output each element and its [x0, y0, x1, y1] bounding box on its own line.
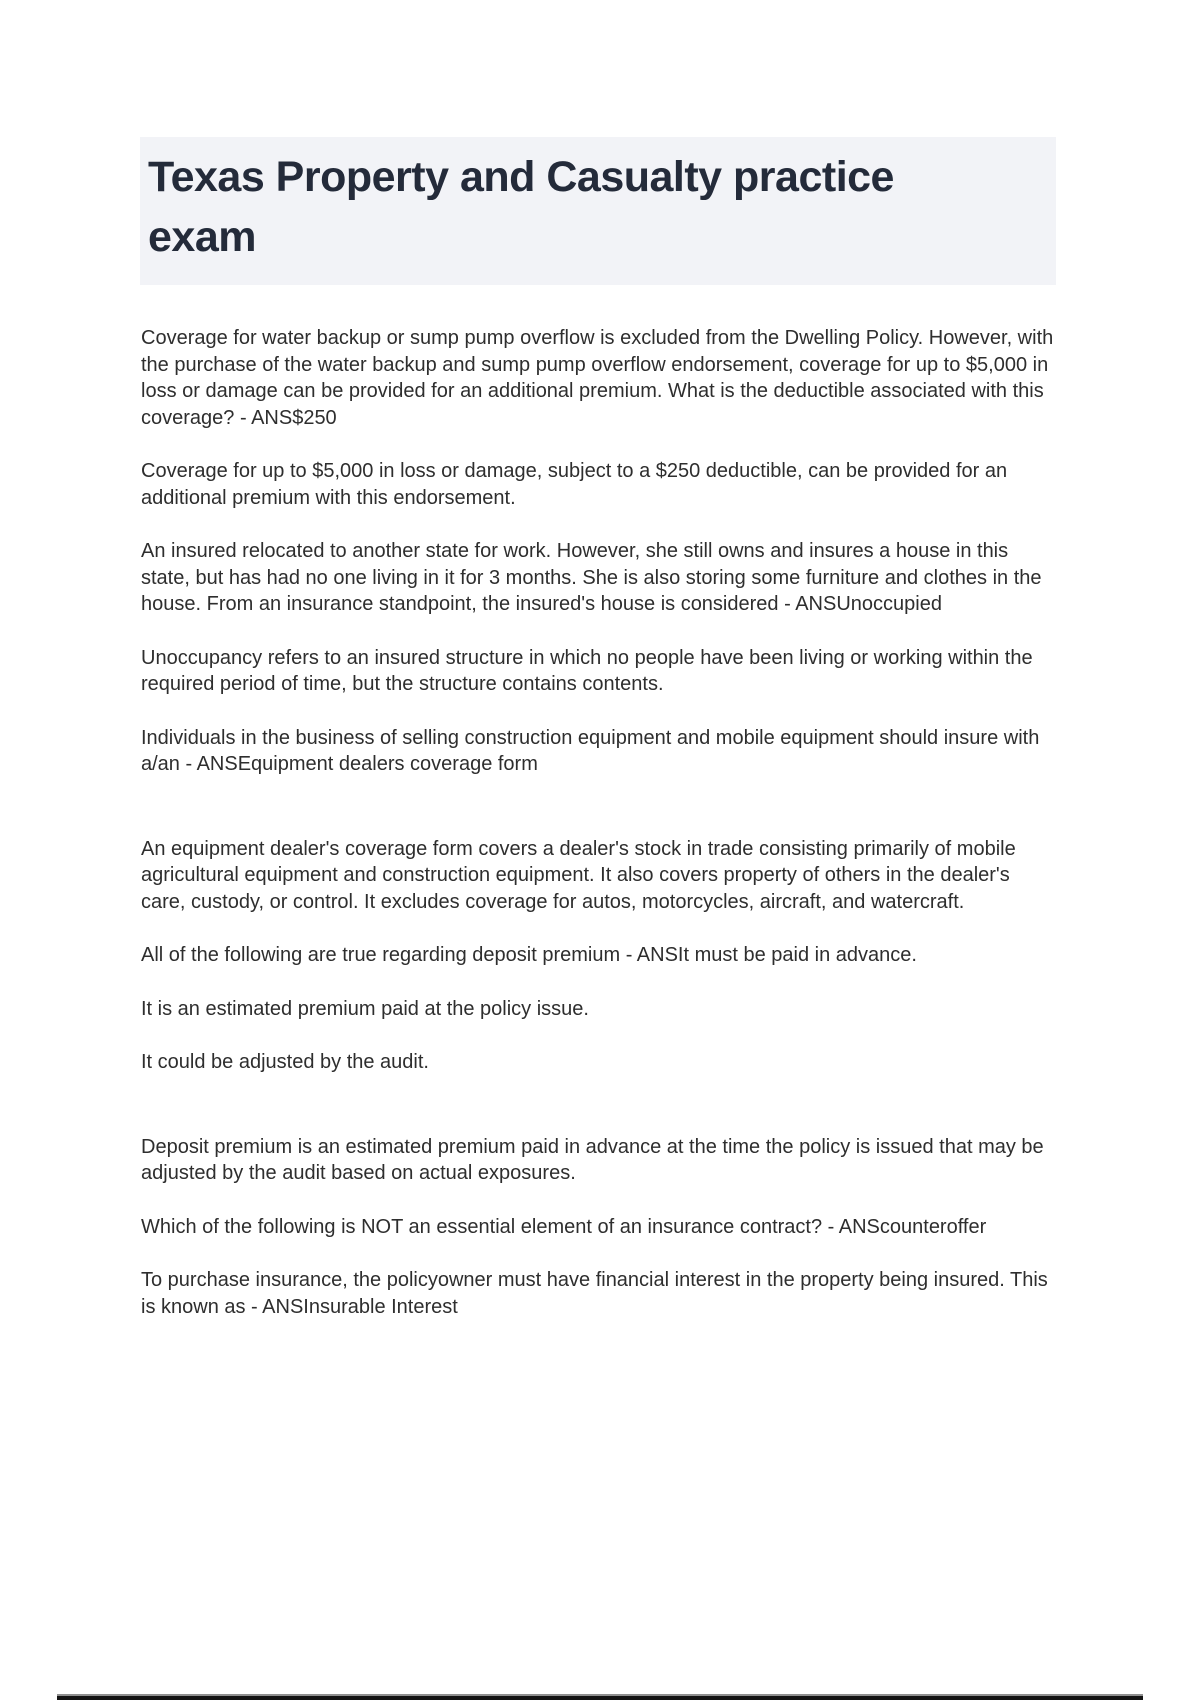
qa-paragraph-7: All of the following are true regarding deposit premium - ANSIt must be paid in advance. [141, 944, 917, 966]
qa-paragraph-1: Coverage for water backup or sump pump overflow is excluded from the Dwelling Policy. However, with the purchase of the water backup and sump pump overflow endorsement, coverage for up to $5,000 in loss or damage can be provided for an additional premium. What is the deductible associated with this coverage? - ANS$250 [141, 327, 1054, 429]
document-body [141, 325, 1057, 1347]
page-bottom-divider [57, 1694, 1143, 1700]
page-title: Texas Property and Casualty practice exam [148, 153, 894, 261]
qa-paragraph-12: To purchase insurance, the policyowner must have financial interest in the property being insured. This is known as - ANSInsurable Interest [141, 1269, 1048, 1318]
qa-paragraph-2: Coverage for up to $5,000 in loss or damage, subject to a $250 deductible, can be provided for an additional premium with this endorsement. [141, 460, 1008, 509]
qa-paragraph-10: Deposit premium is an estimated premium paid in advance at the time the policy is issued that may be adjusted by the audit based on actual exposures. [141, 1135, 1044, 1184]
qa-paragraph-5: Individuals in the business of selling construction equipment and mobile equipment should insure with a/an - ANSEquipment dealers coverage form [141, 726, 1040, 775]
qa-paragraph-3: An insured relocated to another state for work. However, she still owns and insures a house in this state, but has had no one living in it for 3 months. She is also storing some furniture and clothes in the house. From an insurance standpoint, the insured's house is considered - ANSUnoccupied [141, 540, 1042, 615]
qa-paragraph-4: Unoccupancy refers to an insured structure in which no people have been living or working within the required period of time, but the structure contains contents. [141, 646, 1033, 695]
title-block [140, 137, 1056, 285]
qa-paragraph-8: It is an estimated premium paid at the policy issue. [141, 997, 589, 1020]
qa-paragraph-6: An equipment dealer's coverage form covers a dealer's stock in trade consisting primarily of mobile agricultural equipment and construction equipment. It also covers property of others in the dealer's care, custody, or control. It excludes coverage for autos, motorcycles, aircraft, and watercraft. [141, 837, 1016, 913]
qa-paragraph-9: It could be adjusted by the audit. [141, 1051, 429, 1073]
qa-paragraph-11: Which of the following is NOT an essential element of an insurance contract? - ANScounteroffer [141, 1215, 987, 1238]
